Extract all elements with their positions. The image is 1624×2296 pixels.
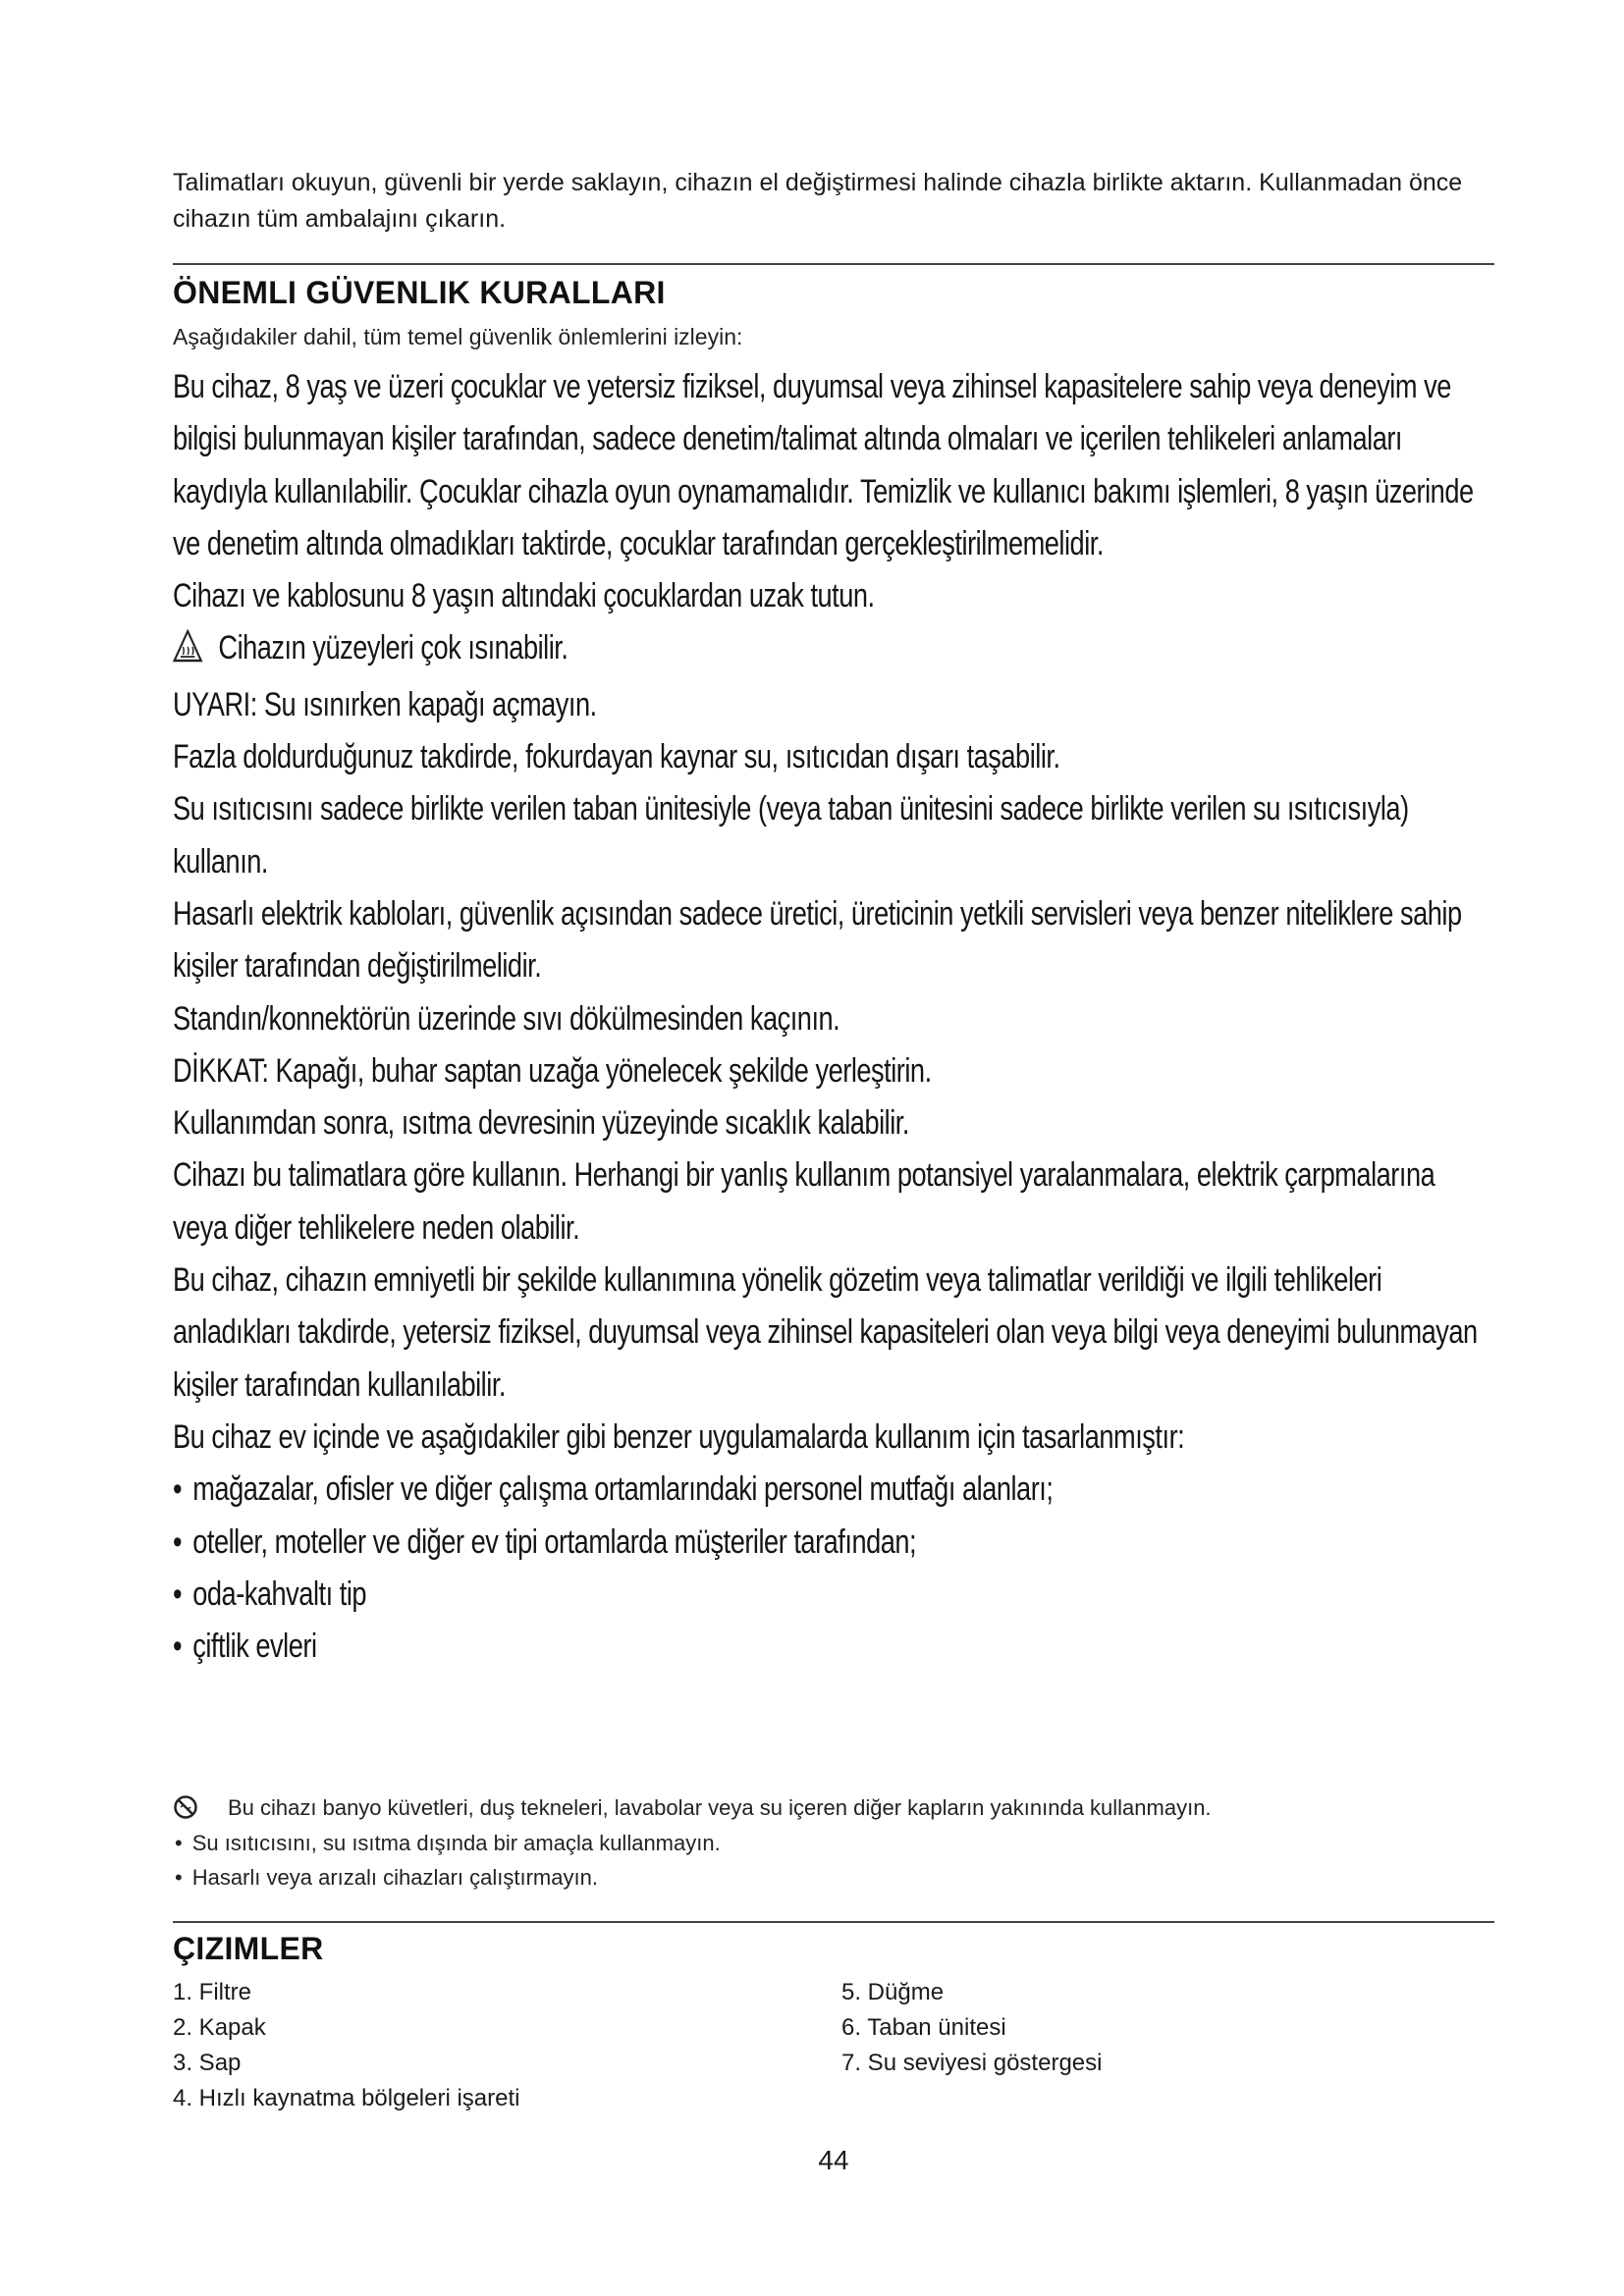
drawings-left-column xyxy=(173,1975,519,2116)
prohibited-icon xyxy=(173,1794,198,1826)
drawing-item: 6. Taban ünitesi xyxy=(841,2014,1006,2041)
note-no-water-vessels: Bu cihazı banyo küvetleri, duş tekneleri, lavabolar veya su içeren diğer kapların yakınında kullanmayın. xyxy=(173,1794,1212,1826)
drawing-item: 5. Düğme xyxy=(841,1979,945,2005)
drawing-item: 7. Su seviyesi göstergesi xyxy=(841,2050,1103,2076)
manual-page xyxy=(173,0,1494,2296)
hot-surface-warning-icon xyxy=(173,626,202,678)
rule-paragraph: Cihazı ve kablosunu 8 yaşın altındaki çocuklardan uzak tutun. xyxy=(173,577,875,615)
drawing-item: 2. Kapak xyxy=(173,2014,266,2041)
usage-list-item: • oda-kahvaltı tip xyxy=(173,1569,1492,1621)
safety-subtitle: Aşağıdakiler dahil, tüm temel güvenlik önlemlerini izleyin: xyxy=(173,324,743,349)
divider xyxy=(173,1921,1494,1923)
usage-list-item: • mağazalar, ofisler ve diğer çalışma ortamlarındaki personel mutfağı alanları; xyxy=(173,1464,1492,1516)
rule-paragraph-hot-surface: Cihazın yüzeyleri çok ısınabilir. xyxy=(173,622,1492,678)
drawing-item: 3. Sap xyxy=(173,2050,242,2076)
safety-rules xyxy=(173,361,1492,1673)
drawing-item: 4. Hızlı kaynatma bölgeleri işareti xyxy=(173,2085,520,2111)
rule-paragraph: UYARI: Su ısınırken kapağı açmayın. xyxy=(173,685,597,723)
drawing-item: 1. Filtre xyxy=(173,1979,252,2005)
rule-paragraph: Cihazı bu talimatlara göre kullanın. Herhangi bir yanlış kullanım potansiyel yaralanmalara, elektrik çarpmalarına veya diğer tehlikelere neden olabilir. xyxy=(173,1156,1435,1247)
rule-paragraph: Hasarlı elektrik kabloları, güvenlik açısından sadece üretici, üreticinin yetkili servisleri veya benzer niteliklere sahip kişiler tarafından değiştirilmelidir. xyxy=(173,894,1462,986)
note-list-item: • Hasarlı veya arızalı cihazları çalıştırmayın. xyxy=(175,1865,598,1890)
drawings-right-column xyxy=(841,1975,1102,2081)
divider xyxy=(173,263,1494,265)
usage-list-item: • oteller, moteller ve diğer ev tipi ortamlarda müşteriler tarafından; xyxy=(173,1517,1492,1569)
rule-paragraph: Kullanımdan sonra, ısıtma devresinin yüzeyinde sıcaklık kalabilir. xyxy=(173,1104,909,1143)
usage-list-item: • çiftlik evleri xyxy=(173,1621,1492,1673)
safety-heading: ÖNEMLI GÜVENLIK KURALLARI xyxy=(173,275,666,310)
drawings-heading: ÇIZIMLER xyxy=(173,1931,324,1966)
intro-text: Talimatları okuyun, güvenli bir yerde saklayın, cihazın el değiştirmesi halinde cihazla birlikte aktarın. Kullanmadan önce cihazın tüm ambalajını çıkarın. xyxy=(173,169,1463,233)
page-number: 44 xyxy=(818,2145,849,2175)
rule-paragraph: Bu cihaz ev içinde ve aşağıdakiler gibi benzer uygulamalarda kullanım için tasarlanmıştır: xyxy=(173,1417,1185,1456)
rule-paragraph: Su ısıtıcısını sadece birlikte verilen taban ünitesiyle (veya taban ünitesini sadece birlikte verilen su ısıtıcısıyla) kullanın. xyxy=(173,790,1409,881)
rule-paragraph: DİKKAT: Kapağı, buhar saptan uzağa yönelecek şekilde yerleştirin. xyxy=(173,1051,932,1090)
note-list-item: • Su ısıtıcısını, su ısıtma dışında bir amaçla kullanmayın. xyxy=(175,1831,721,1855)
rule-paragraph: Bu cihaz, cihazın emniyetli bir şekilde kullanımına yönelik gözetim veya talimatlar verildiği ve ilgili tehlikeleri anladıkları takdirde, yetersiz fiziksel, duyumsal veya zihinsel kapasiteleri olan veya bilgi veya deneyimi bulunmayan kişiler tarafından kullanılabilir. xyxy=(173,1261,1478,1404)
rule-paragraph: Bu cihaz, 8 yaş ve üzeri çocuklar ve yetersiz fiziksel, duyumsal veya zihinsel kapasitelere sahip veya deneyim ve bilgisi bulunmayan kişiler tarafından, sadece denetim/talimat altında olmaları ve içerilen tehlikeleri anlamaları kaydıyla kullanılabilir. Çocuklar cihazla oyun oynamamalıdır. Temizlik ve kullanıcı bakımı işlemleri, 8 yaşın üzerinde ve denetim altında olmadıkları taktirde, çocuklar tarafından gerçekleştirilmemelidir. xyxy=(173,368,1474,562)
rule-paragraph: Standın/konnektörün üzerinde sıvı dökülmesinden kaçının. xyxy=(173,999,840,1038)
rule-paragraph: Fazla doldurduğunuz takdirde, fokurdayan kaynar su, ısıtıcıdan dışarı taşabilir. xyxy=(173,738,1060,776)
